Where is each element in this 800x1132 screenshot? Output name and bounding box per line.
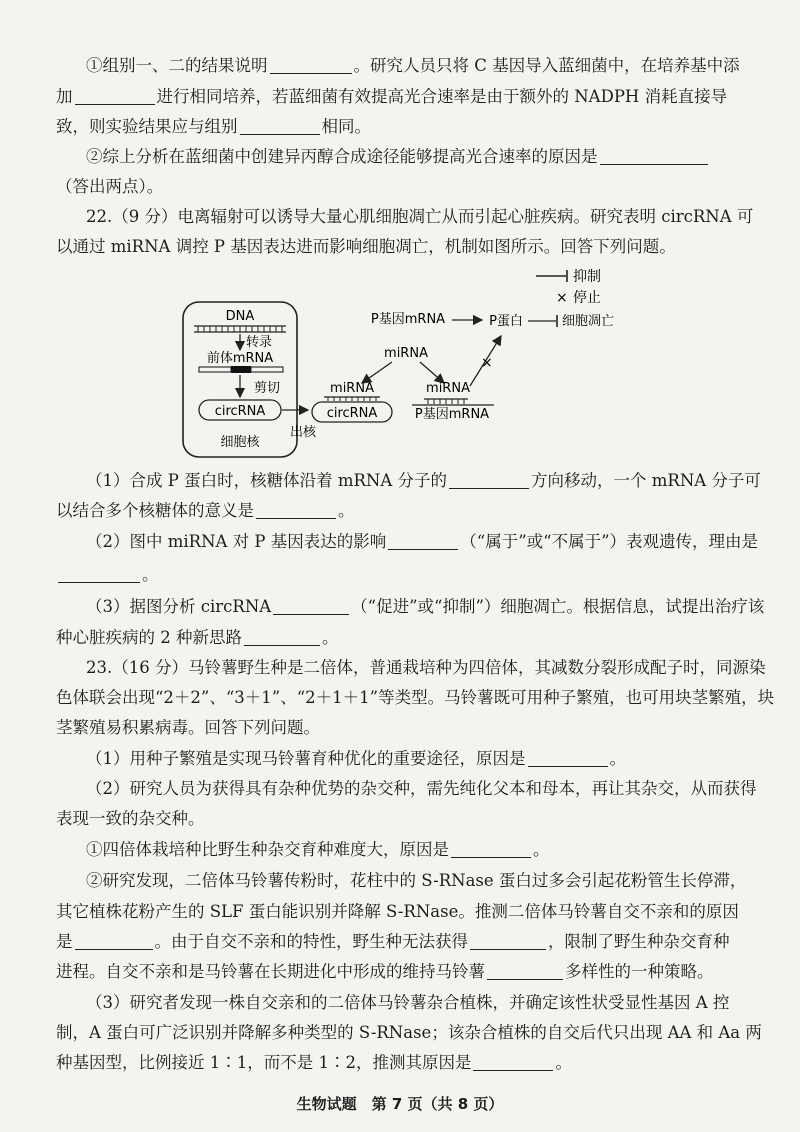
- q23-text: 。由于自交不亲和的特性，野生种无法获得: [154, 932, 468, 951]
- q22-text: 。: [142, 565, 159, 584]
- q22-text: 。: [338, 501, 355, 520]
- circrna-cytoplasm-label: circRNA: [326, 406, 378, 421]
- circrna-mechanism-diagram: [0, 262, 800, 462]
- q23-part2-sub2-line1: ②研究发现，二倍体马铃薯传粉时，花柱中的 S-RNase 蛋白过多会引起花粉管生长停滞，: [86, 871, 747, 890]
- pre-mrna-exon: [231, 366, 251, 373]
- q21-text: 致，则实验结果应与组别: [56, 117, 238, 136]
- nucleus-label: 细胞核: [220, 435, 260, 450]
- answer-blank[interactable]: [273, 598, 349, 615]
- q22-text: 方向移动，一个 mRNA 分子可: [531, 471, 761, 490]
- answer-blank[interactable]: [449, 472, 529, 489]
- answer-blank[interactable]: [244, 629, 320, 646]
- q23-part2-sub1: [86, 840, 786, 860]
- q23-part2-sub2-line2: 其它植株花粉产生的 SLF 蛋白能识别并降解 S-RNase。推测二倍体马铃薯自交不亲和的原因: [56, 902, 739, 921]
- q22-part2-line2: [56, 565, 756, 585]
- answer-blank[interactable]: [75, 88, 155, 105]
- q23-text: ，限制了野生种杂交育种: [548, 932, 730, 951]
- q23-text: 是: [56, 932, 73, 951]
- q23-text: 进程。自交不亲和是马铃薯在长期进化中形成的维持马铃薯: [56, 962, 485, 981]
- q23-part3-line3: [56, 1053, 756, 1073]
- q22-stem-1: 22.（9 分）电离辐射可以诱导大量心肌细胞凋亡从而引起心脏疾病。研究表明 circRNA 可: [86, 207, 754, 226]
- bound-mirna-right-label: miRNA: [426, 381, 470, 396]
- stop-cross-icon: ×: [556, 290, 568, 306]
- legend-inhibit-label: 抑制: [573, 269, 601, 285]
- bound-mirna-right-rungs: [428, 399, 464, 404]
- bound-p-mrna-label: P基因mRNA: [414, 407, 490, 422]
- answer-blank[interactable]: [75, 933, 153, 950]
- answer-blank[interactable]: [487, 963, 563, 980]
- transcribe-label: 转录: [246, 335, 273, 350]
- q23-text: ①四倍体栽培种比野生种杂交育种难度大，原因是: [86, 840, 449, 859]
- circrna-nuclear-label: circRNA: [214, 404, 266, 419]
- q23-part3-line2: 制，A 蛋白可广泛识别并降解多种类型的 S-RNase；该杂合植株的自交后代只出现 AA 和 Aa 两: [56, 1023, 762, 1042]
- q23-text: （1）用种子繁殖是实现马铃薯育种优化的重要途径，原因是: [86, 749, 526, 768]
- q21-text: ②综上分析在蓝细菌中创建异丙醇合成途径能够提高光合速率的原因是: [86, 147, 598, 166]
- pre-mrna-label: 前体mRNA: [206, 351, 274, 366]
- apoptosis-label: 细胞凋亡: [562, 314, 615, 329]
- q23-part3-line1: （3）研究者发现一株自交亲和的二倍体马铃薯杂合植株，并确定该性状受显性基因 A 控: [86, 993, 730, 1012]
- q23-stem-1: 23.（16 分）马铃薯野生种是二倍体，普通栽培种为四倍体，其减数分裂形成配子时，同源染: [86, 658, 766, 677]
- q22-text: 种心脏疾病的 2 种新思路: [56, 628, 242, 647]
- q21-text: 加: [56, 87, 73, 106]
- pre-mrna-segment-right: [251, 367, 283, 372]
- p-protein-label: P蛋白: [489, 314, 523, 329]
- q22-text: 。: [322, 628, 339, 647]
- q23-part2-line2: 表现一致的杂交种。: [56, 809, 205, 828]
- q23-part2-line1: （2）研究人员为获得具有杂种优势的杂交种，需先纯化父本和母本，再让其杂交，从而获得: [86, 779, 757, 798]
- free-mirna-label: miRNA: [384, 346, 428, 361]
- q22-text: 以结合多个核糖体的意义是: [56, 501, 254, 520]
- q23-part1: [86, 749, 786, 769]
- page-footer: 生物试题 第 7 页（共 8 页）: [296, 1095, 504, 1113]
- q23-part2-sub2-line3: [56, 932, 756, 952]
- pre-mrna-segment-left: [199, 367, 231, 372]
- q21-line-3: [56, 117, 756, 137]
- q22-part1-line1: [86, 471, 786, 491]
- legend-stop-label: 停止: [573, 290, 601, 306]
- q21-text: 相同。: [321, 117, 371, 136]
- mirna-to-pmrna-arrow: [420, 362, 444, 383]
- q23-text: 。: [555, 1053, 572, 1072]
- q21-line-5: [56, 177, 756, 197]
- q22-part3-line1: [86, 597, 786, 617]
- q21-text: （答出两点）。: [56, 177, 164, 196]
- answer-blank[interactable]: [270, 57, 352, 74]
- q22-part2-line1: [86, 532, 786, 552]
- q22-text: （“属于”或“不属于”）表观遗传，理由是: [460, 532, 759, 551]
- q21-line-4: [86, 147, 786, 167]
- dna-rungs: [198, 326, 282, 332]
- q23-stem-3: 茎繁殖易积累病毒。回答下列问题。: [56, 718, 320, 737]
- answer-blank[interactable]: [473, 1054, 553, 1071]
- q22-part3-line2: [56, 628, 756, 648]
- q22-part1-line2: [56, 501, 756, 521]
- answer-blank[interactable]: [600, 148, 708, 165]
- answer-blank[interactable]: [528, 750, 608, 767]
- export-label: 出核: [290, 425, 317, 440]
- q22-text: （1）合成 P 蛋白时，核糖体沿着 mRNA 分子的: [86, 471, 448, 490]
- mirna-to-circrna-arrow: [362, 362, 392, 383]
- q23-text: 。: [533, 840, 550, 859]
- q22-text: （3）据图分析 circRNA: [86, 597, 272, 616]
- answer-blank[interactable]: [256, 502, 336, 519]
- q22-stem-2: 以通过 miRNA 调控 P 基因表达进而影响细胞凋亡，机制如图所示。回答下列问题。: [56, 237, 676, 256]
- q22-text: （2）图中 miRNA 对 P 基因表达的影响: [86, 532, 387, 551]
- answer-blank[interactable]: [470, 933, 546, 950]
- q21-text: 进行相同培养，若蓝细菌有效提高光合速率是由于额外的 NADPH 消耗直接导: [156, 87, 728, 106]
- q23-text: 多样性的一种策略。: [565, 962, 714, 981]
- q21-line-1: [86, 56, 786, 76]
- p-mrna-label: P基因mRNA: [370, 312, 446, 327]
- q23-text: 。: [609, 749, 626, 768]
- cut-label: 剪切: [254, 381, 281, 396]
- answer-blank[interactable]: [388, 533, 458, 550]
- q23-text: 种基因型，比例接近 1∶1，而不是 1∶2，推测其原因是: [56, 1053, 472, 1072]
- answer-blank[interactable]: [58, 566, 140, 583]
- q23-stem-2: 色体联会出现“2＋2”、“3＋1”、“2＋1＋1”等类型。马铃薯既可用种子繁殖，也可用块茎繁殖，块: [56, 688, 775, 707]
- answer-blank[interactable]: [240, 118, 320, 135]
- bound-mirna-left-label: miRNA: [330, 381, 374, 396]
- stop-cross-icon: ×: [481, 355, 493, 371]
- q21-line-2: [56, 87, 756, 107]
- answer-blank[interactable]: [451, 841, 531, 858]
- dna-label: DNA: [225, 309, 255, 324]
- q21-text: ①组别一、二的结果说明: [86, 56, 268, 75]
- q21-text: 。研究人员只将 C 基因导入蓝细菌中，在培养基中添: [353, 56, 740, 75]
- q23-part2-sub2-line4: [56, 962, 756, 982]
- q22-text: （“促进”或“抑制”）细胞凋亡。根据信息，试提出治疗该: [351, 597, 765, 616]
